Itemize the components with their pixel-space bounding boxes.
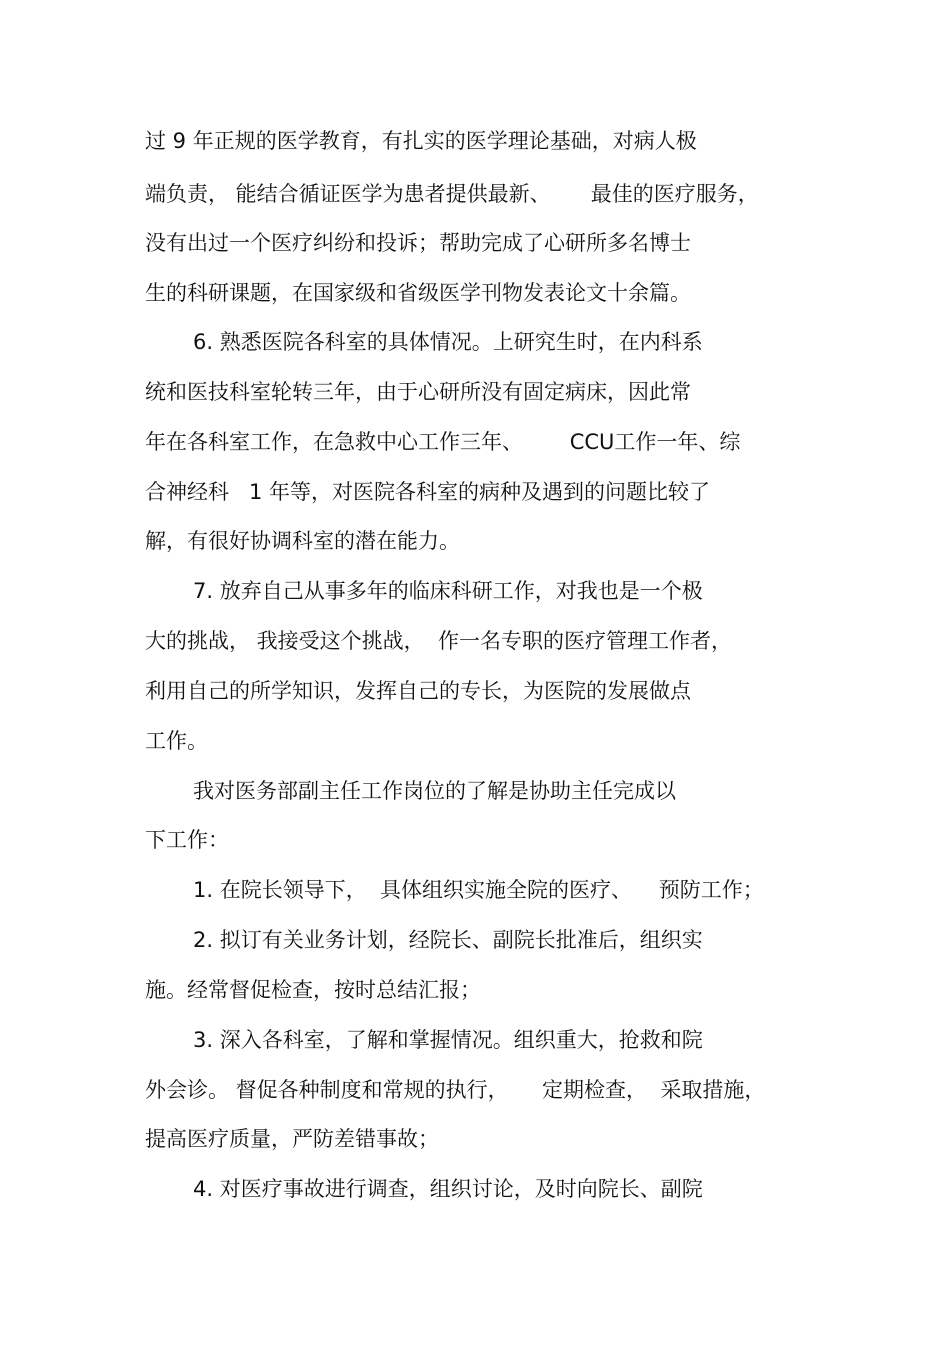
- text-line: 3. 深入各科室，了解和掌握情况。组织重大，抢救和院: [193, 1028, 703, 1052]
- text-line: 合神经科 1 年等，对医院各科室的病种及遇到的问题比较了: [145, 480, 711, 504]
- text-line: 6. 熟悉医院各科室的具体情况。上研究生时，在内科系: [193, 330, 703, 354]
- text-line: 提高医疗质量，严防差错事故；: [145, 1127, 439, 1151]
- text-line: 年在各科室工作，在急救中心工作三年、 CCU工作一年、综: [145, 430, 741, 454]
- text-line: 4. 对医疗事故进行调查，组织讨论，及时向院长、副院: [193, 1177, 703, 1201]
- text-line: 端负责， 能结合循证医学为患者提供最新、 最佳的医疗服务，: [145, 182, 759, 206]
- text-line: 1. 在院长领导下， 具体组织实施全院的医疗、 预防工作；: [193, 878, 764, 902]
- text-line: 大的挑战， 我接受这个挑战， 作一名专职的医疗管理工作者，: [145, 629, 733, 653]
- text-line: 利用自己的所学知识，发挥自己的专长，为医院的发展做点: [145, 679, 691, 703]
- text-line: 没有出过一个医疗纠纷和投诉；帮助完成了心研所多名博士: [145, 231, 691, 255]
- text-line: 生的科研课题，在国家级和省级医学刊物发表论文十余篇。: [145, 281, 691, 305]
- text-line: 下工作：: [145, 828, 229, 852]
- text-line: 统和医技科室轮转三年，由于心研所没有固定病床，因此常: [145, 380, 691, 404]
- text-line: 解，有很好协调科室的潜在能力。: [145, 529, 460, 553]
- text-line: 工作。: [145, 729, 208, 753]
- text-line: 我对医务部副主任工作岗位的了解是协助主任完成以: [193, 779, 676, 803]
- text-line: 7. 放弃自己从事多年的临床科研工作，对我也是一个极: [193, 579, 703, 603]
- text-line: 2. 拟订有关业务计划，经院长、副院长批准后，组织实: [193, 928, 703, 952]
- text-line: 过 9 年正规的医学教育，有扎实的医学理论基础，对病人极: [145, 129, 697, 153]
- text-line: 外会诊。 督促各种制度和常规的执行， 定期检查， 采取措施，: [145, 1078, 766, 1102]
- text-line: 施。经常督促检查，按时总结汇报；: [145, 978, 481, 1002]
